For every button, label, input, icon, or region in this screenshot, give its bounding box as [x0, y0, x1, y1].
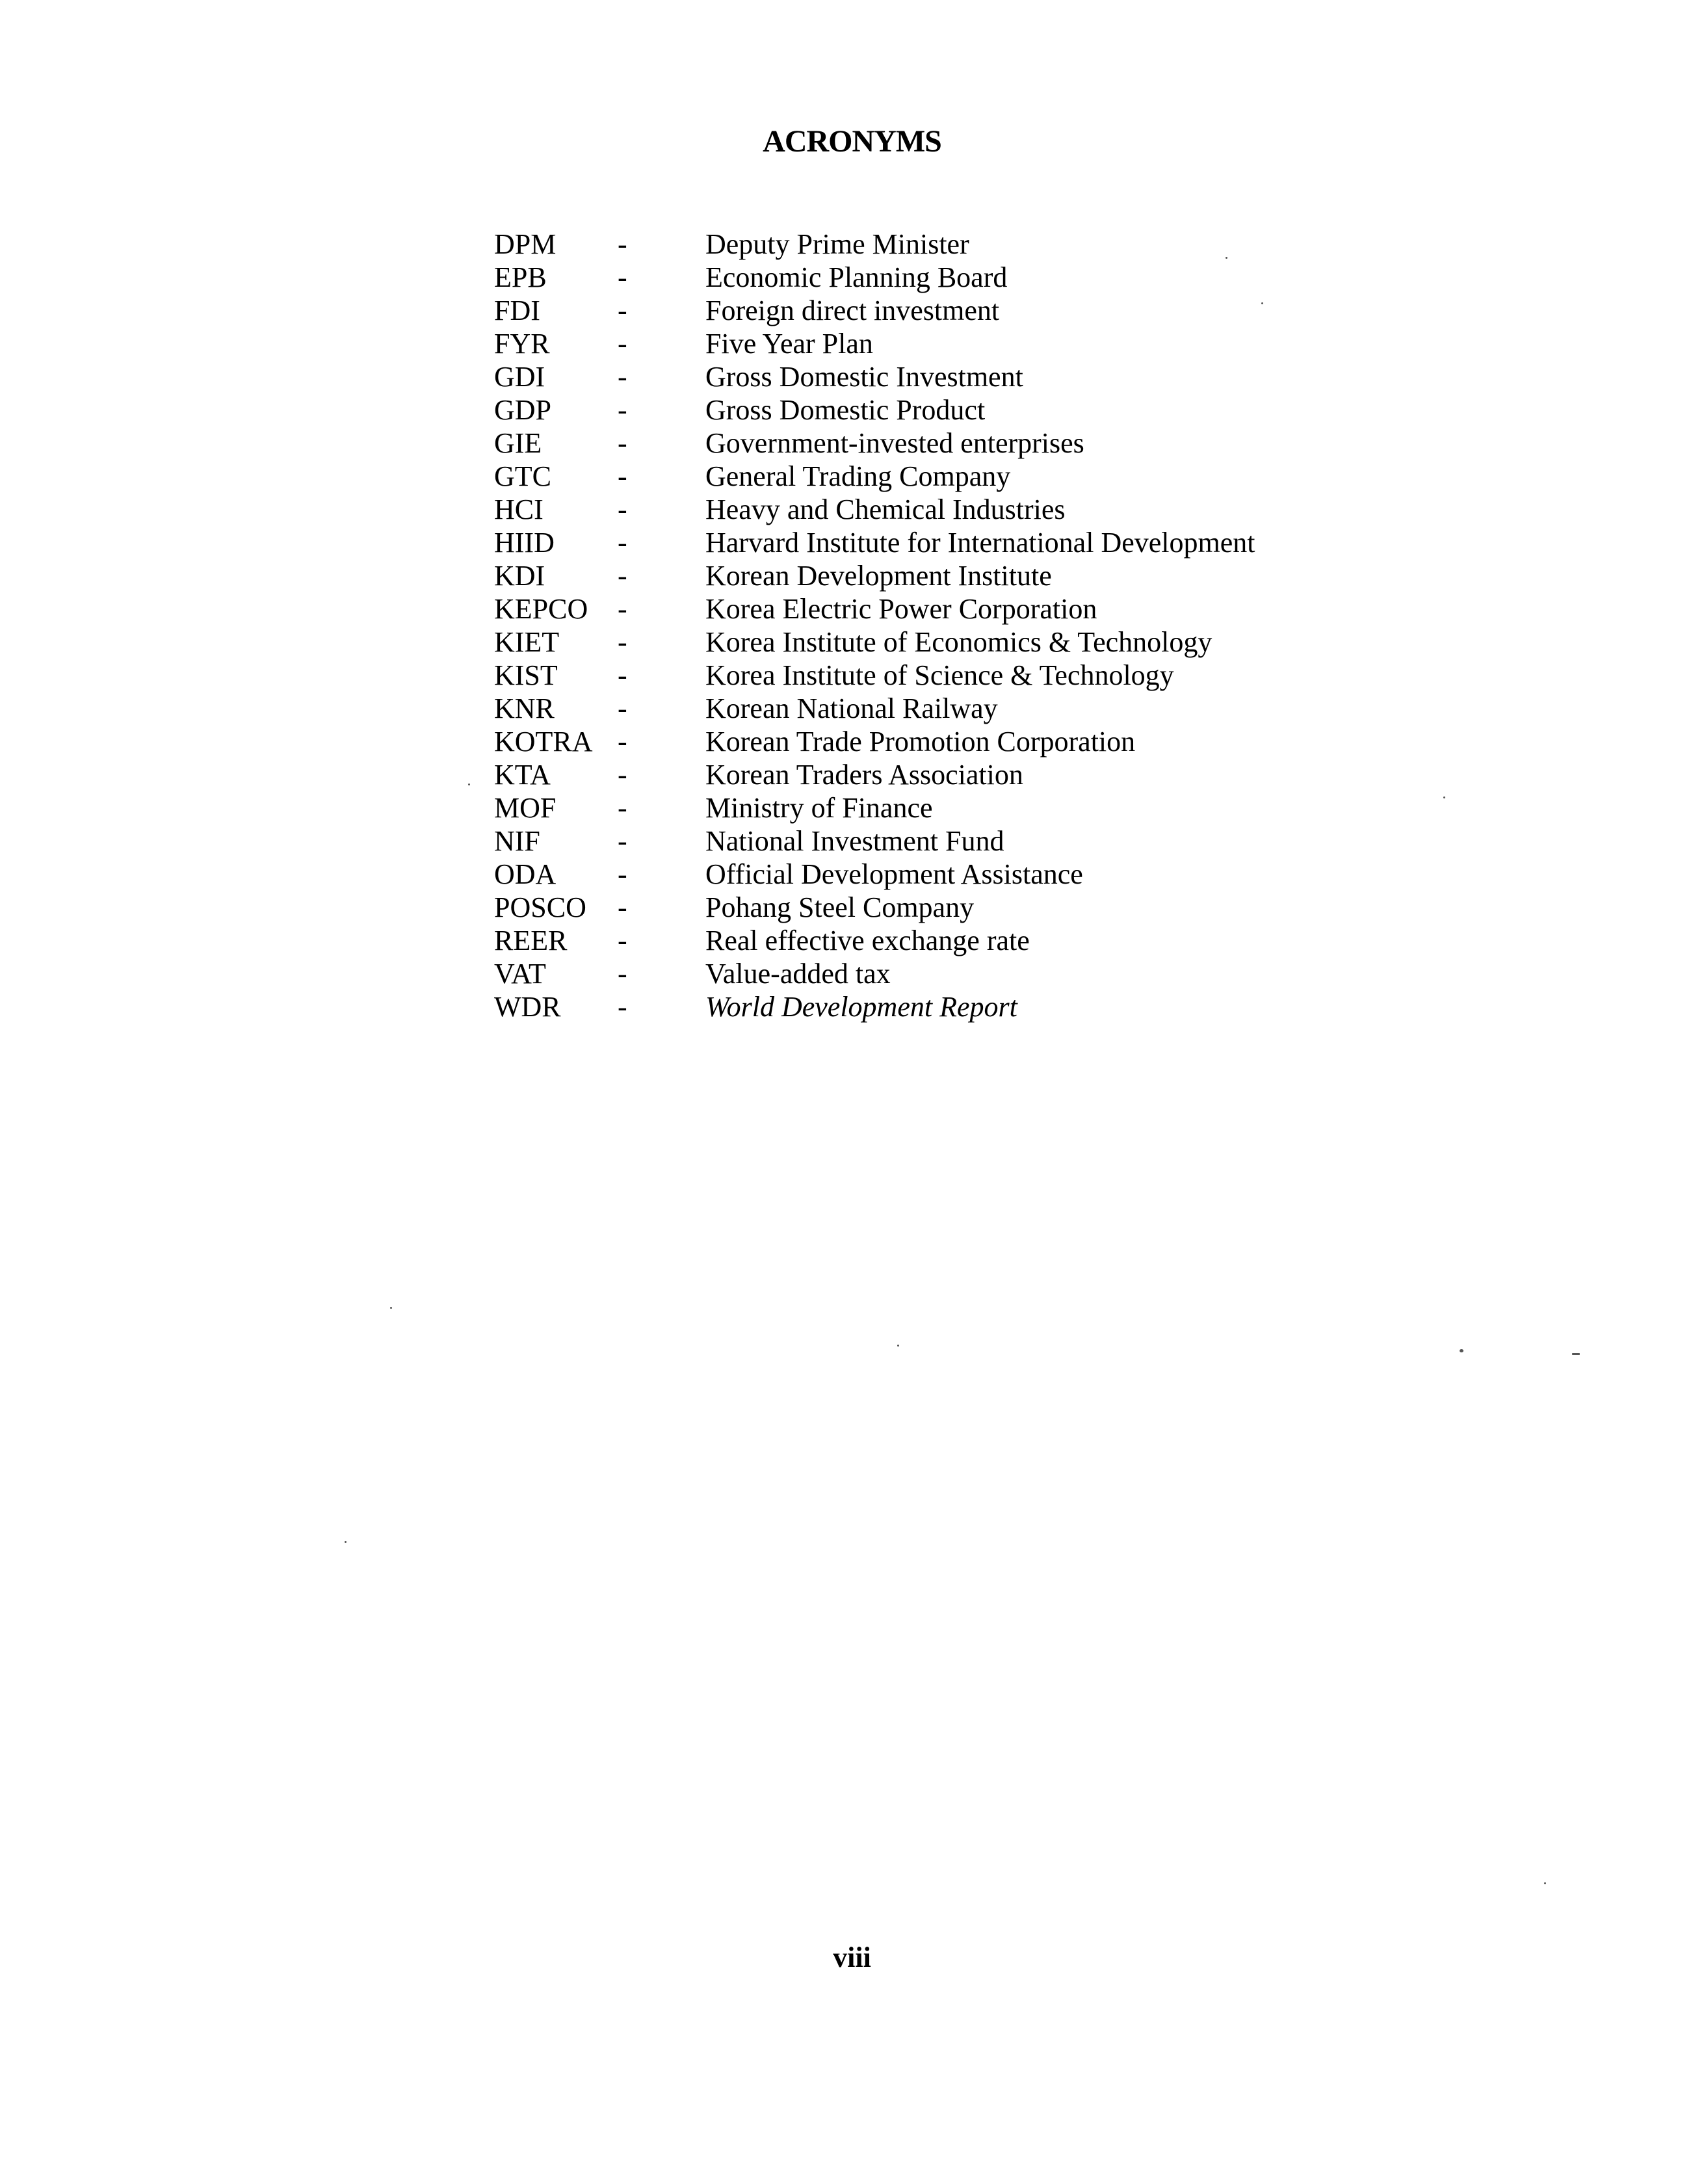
acronym-definition: Foreign direct investment [705, 295, 1000, 326]
acronym-separator: - [618, 261, 627, 293]
acronym-separator: - [618, 891, 627, 923]
acronym-row [494, 327, 1339, 360]
acronym-definition: Government-invested enterprises [705, 427, 1084, 459]
scan-speck [1460, 1349, 1463, 1352]
acronym-definition: Gross Domestic Product [705, 394, 986, 426]
acronym-abbreviation: ODA [494, 858, 557, 890]
acronym-abbreviation: KEPCO [494, 593, 588, 625]
acronym-list [494, 228, 1339, 1023]
acronym-definition: Pohang Steel Company [705, 891, 975, 923]
acronym-definition: Value-added tax [705, 958, 891, 990]
acronym-abbreviation: GTC [494, 460, 551, 492]
acronym-abbreviation: HCI [494, 493, 544, 525]
page-title: ACRONYMS [763, 124, 941, 159]
scan-speck [1572, 1353, 1580, 1355]
acronym-separator: - [618, 659, 627, 691]
acronym-definition: World Development Report [705, 991, 1017, 1023]
acronym-row [494, 294, 1339, 327]
acronym-definition: Korean Traders Association [705, 759, 1023, 791]
acronym-abbreviation: KOTRA [494, 726, 593, 757]
acronym-row [494, 261, 1339, 294]
acronym-definition: Heavy and Chemical Industries [705, 493, 1066, 525]
acronym-definition: Economic Planning Board [705, 261, 1008, 293]
acronym-row [494, 393, 1339, 427]
acronym-row [494, 228, 1339, 261]
acronym-row [494, 526, 1339, 559]
acronym-abbreviation: VAT [494, 958, 546, 990]
acronym-definition: Korea Institute of Science & Technology [705, 659, 1174, 691]
scan-speck [897, 1345, 899, 1347]
acronym-row [494, 957, 1339, 990]
acronym-abbreviation: KNR [494, 692, 555, 724]
acronym-abbreviation: HIID [494, 527, 555, 559]
acronym-row [494, 559, 1339, 592]
acronym-abbreviation: DPM [494, 228, 557, 260]
acronym-definition: Korean Trade Promotion Corporation [705, 726, 1136, 757]
acronym-definition: Korea Institute of Economics & Technology [705, 626, 1212, 658]
acronym-definition: Real effective exchange rate [705, 925, 1030, 956]
acronym-abbreviation: POSCO [494, 891, 586, 923]
acronym-abbreviation: EPB [494, 261, 547, 293]
acronym-row [494, 659, 1339, 692]
acronym-row [494, 460, 1339, 493]
acronym-separator: - [618, 692, 627, 724]
acronym-row [494, 360, 1339, 393]
acronym-separator: - [618, 427, 627, 459]
acronym-separator: - [618, 460, 627, 492]
acronym-definition: Five Year Plan [705, 328, 873, 360]
acronym-definition: Official Development Assistance [705, 858, 1083, 890]
acronym-abbreviation: FYR [494, 328, 550, 360]
acronym-separator: - [618, 925, 627, 956]
acronym-row [494, 758, 1339, 791]
scan-speck [345, 1541, 347, 1543]
acronym-separator: - [618, 560, 627, 592]
acronym-definition: Ministry of Finance [705, 792, 933, 824]
acronym-separator: - [618, 295, 627, 326]
acronym-row [494, 427, 1339, 460]
acronym-separator: - [618, 792, 627, 824]
acronym-definition: Korea Electric Power Corporation [705, 593, 1097, 625]
scan-speck [390, 1307, 392, 1309]
acronym-separator: - [618, 394, 627, 426]
acronym-row [494, 692, 1339, 725]
acronym-abbreviation: GDP [494, 394, 552, 426]
scan-speck [1261, 302, 1263, 304]
acronym-row [494, 791, 1339, 824]
acronym-row [494, 990, 1339, 1023]
acronym-row [494, 592, 1339, 625]
acronym-separator: - [618, 858, 627, 890]
acronym-separator: - [618, 228, 627, 260]
acronym-separator: - [618, 825, 627, 857]
acronym-separator: - [618, 958, 627, 990]
acronym-separator: - [618, 991, 627, 1023]
acronym-definition: National Investment Fund [705, 825, 1004, 857]
scan-speck [1443, 796, 1445, 798]
scan-speck [1226, 257, 1227, 259]
acronym-row [494, 824, 1339, 858]
page-number: viii [833, 1941, 871, 1973]
acronym-separator: - [618, 726, 627, 757]
acronym-row [494, 891, 1339, 924]
acronym-definition: General Trading Company [705, 460, 1011, 492]
acronym-abbreviation: FDI [494, 295, 540, 326]
acronym-abbreviation: KIST [494, 659, 558, 691]
acronym-row [494, 493, 1339, 526]
acronym-separator: - [618, 361, 627, 393]
scan-speck [468, 783, 470, 785]
acronym-abbreviation: KDI [494, 560, 545, 592]
acronym-separator: - [618, 527, 627, 559]
acronym-abbreviation: KTA [494, 759, 551, 791]
acronym-definition: Harvard Institute for International Development [705, 527, 1255, 559]
acronym-row [494, 858, 1339, 891]
acronym-abbreviation: REER [494, 925, 568, 956]
acronym-abbreviation: GIE [494, 427, 542, 459]
acronym-separator: - [618, 493, 627, 525]
acronym-definition: Korean National Railway [705, 692, 998, 724]
acronym-row [494, 625, 1339, 659]
acronym-definition: Gross Domestic Investment [705, 361, 1023, 393]
acronym-separator: - [618, 759, 627, 791]
acronym-definition: Korean Development Institute [705, 560, 1052, 592]
acronym-abbreviation: GDI [494, 361, 545, 393]
acronym-separator: - [618, 593, 627, 625]
acronym-row [494, 924, 1339, 957]
acronym-row [494, 725, 1339, 758]
acronym-abbreviation: NIF [494, 825, 540, 857]
acronym-abbreviation: MOF [494, 792, 557, 824]
acronym-definition: Deputy Prime Minister [705, 228, 969, 260]
scan-speck [1544, 1882, 1546, 1884]
acronym-abbreviation: KIET [494, 626, 560, 658]
acronym-separator: - [618, 328, 627, 360]
acronym-separator: - [618, 626, 627, 658]
acronym-abbreviation: WDR [494, 991, 561, 1023]
